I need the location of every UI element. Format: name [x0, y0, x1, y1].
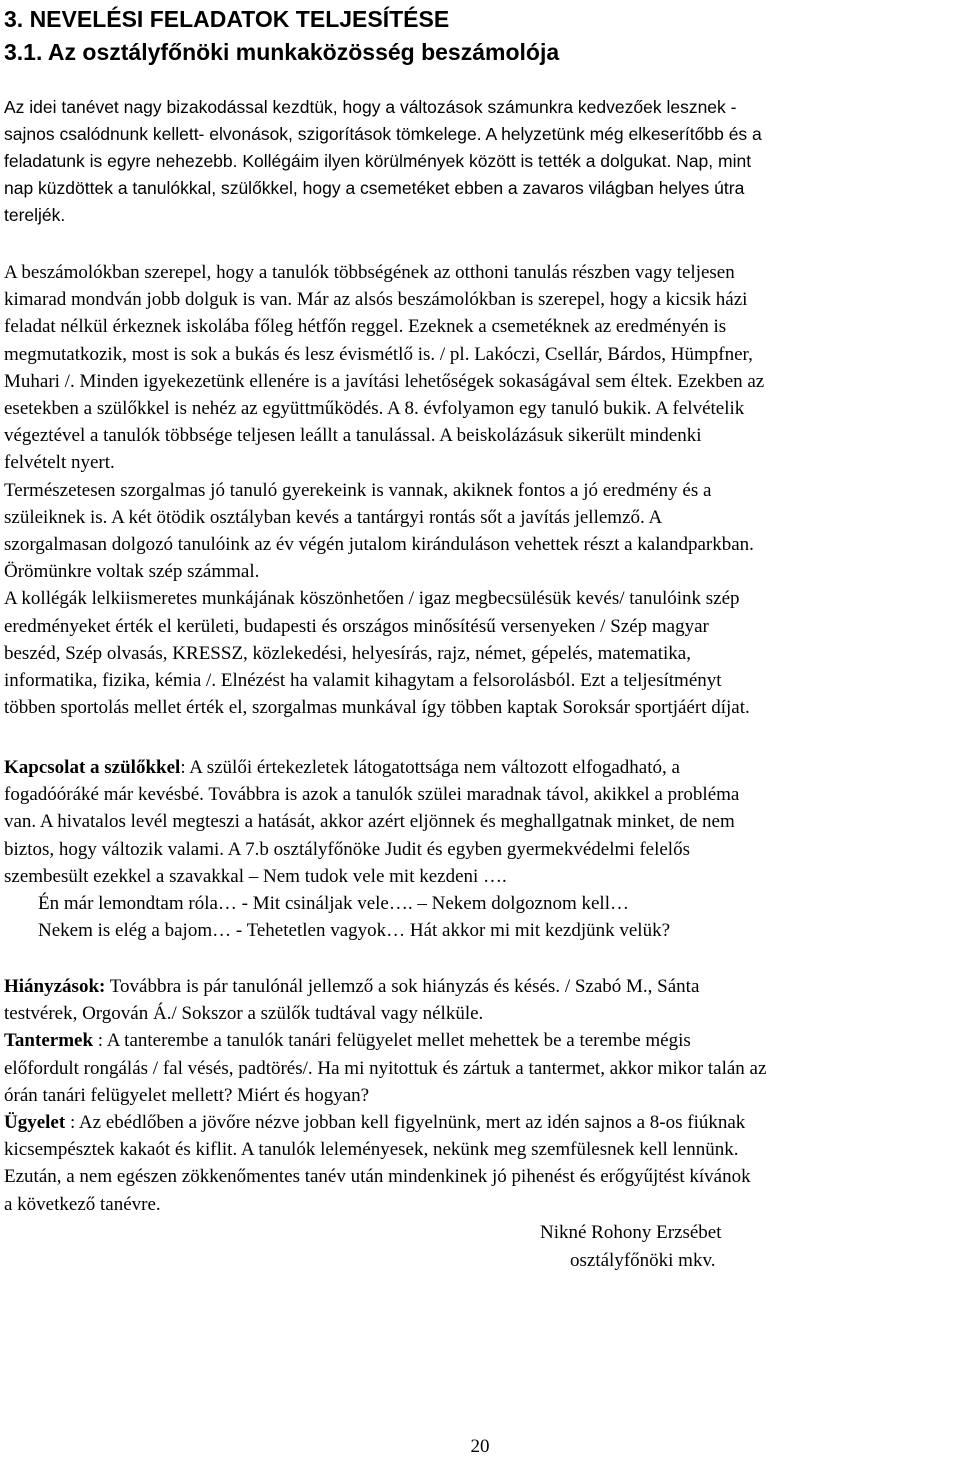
text-line: feladatunk is egyre nehezebb. Kollégáim ilyen körülmények között is tették a dolgukat. Nap, mint	[4, 151, 752, 171]
signature-name: Nikné Rohony Erzsébet	[540, 1222, 722, 1243]
text-line: előfordult rongálás / fal vésés, padtörés/. Ha mi nyitottuk és zártuk a tantermet, akkor mikor talán az	[4, 1057, 767, 1079]
text-line: sajnos csalódnunk kellett- elvonások, szigorítások tömkelege. A helyzetünk még elkeserítőbb és a	[4, 124, 762, 144]
text-line: eredményeket érték el kerületi, budapesti és országos minősítésű versenyeken / Szép magyar	[4, 615, 709, 637]
text-line: feladat nélkül érkeznek iskolába főleg hétfőn reggel. Ezeknek a csemetéknek az eredményén is	[4, 316, 727, 338]
text-line: Az idei tanévet nagy bizakodással kezdtük, hogy a változások számunkra kedvezőek lesznek -	[4, 97, 737, 117]
text-line: Tantermek : A tanterembe a tanulók tanári felügyelet mellet mehettek be a terembe mégis	[4, 1030, 691, 1052]
text-line: kicsempésztek kakaót és kiflit. A tanulók leleményesek, nekünk meg szemfülesnek kell lennünk.	[4, 1139, 739, 1161]
text-line: szüleiknek is. A két ötödik osztályban kevés a tantárgyi rontás sőt a javítás jellemző. A	[4, 506, 663, 528]
text-line: a következő tanévre.	[4, 1193, 161, 1215]
text-line: informatika, fizika, kémia /. Elnézést ha valamit kihagytam a felsorolásból. Ezt a teljesítményt	[4, 670, 722, 692]
quote-line: Nekem is elég a bajom… - Tehetetlen vagyok… Hát akkor mi mit kezdjünk velük?	[38, 920, 671, 942]
text-line: többen sportolás mellet érték el, szorgalmas munkával így többen kaptak Soroksár sportjáért díjat.	[4, 697, 750, 719]
text-line: szorgalmasan dolgozó tanulóink az év végén jutalom kiránduláson vehettek részt a kalandparkban.	[4, 534, 754, 556]
section-label: Ügyelet	[4, 1112, 66, 1134]
text-line: Kapcsolat a szülőkkel: A szülői értekezletek látogatottsága nem változott elfogadható, a	[4, 757, 680, 778]
text-line: fogadóóráké már kevésbé. Továbbra is azok a tanulók szülei maradnak távol, akikkel a probléma	[4, 784, 740, 806]
misc-paragraph	[4, 973, 956, 1218]
text-line: órán tanári felügyelet mellett? Miért és hogyan?	[4, 1084, 370, 1106]
page-number: 20	[470, 1436, 490, 1457]
text-line: felvételt nyert.	[4, 452, 115, 474]
text-line: kimarad mondván jobb dolguk is van. Már az alsós beszámolókban is szerepel, hogy a kicsik házi	[4, 289, 748, 311]
report-paragraph	[4, 259, 956, 721]
text-line: Hiányzások: Továbbra is pár tanulónál jellemző a sok hiányzás és késés. / Szabó M., Sánta	[4, 976, 700, 997]
signature-role: osztályfőnöki mkv.	[570, 1250, 716, 1271]
text-line: A beszámolókban szerepel, hogy a tanulók többségének az otthoni tanulás részben vagy teljesen	[4, 262, 735, 283]
section-label: Hiányzások:	[4, 976, 106, 997]
text-line: beszéd, Szép olvasás, KRESSZ, közlekedési, helyesírás, rajz, német, gépelés, matematika,	[4, 642, 691, 664]
text-line: megmutatkozik, most is sok a bukás és lesz évismétlő is. / pl. Lakóczi, Csellár, Bárdos, Hümpfner,	[4, 343, 753, 365]
text-line: Ezután, a nem egészen zökkenőmentes tanév után mindenkinek jó pihenést és erőgyűjtést kívánok	[4, 1166, 751, 1188]
section-label: Tantermek	[4, 1030, 94, 1052]
text-line: Természetesen szorgalmas jó tanuló gyerekeink is vannak, akiknek fontos a jó eredmény és a	[4, 479, 712, 501]
text-line: végeztével a tanulók többsége teljesen leállt a tanulással. A beiskolázásuk sikerült mindenki	[4, 425, 702, 447]
text-line: van. A hivatalos levél megteszi a hatását, akkor azért eljönnek és meghallgatnak minket, de nem	[4, 811, 735, 833]
section-heading: 3. NEVELÉSI FELADATOK TELJESÍTÉSE	[4, 6, 450, 32]
parents-paragraph	[4, 754, 956, 944]
text-line: Muhari /. Minden igyekezetünk ellenére is a javítási lehetőségek sokaságával sem éltek. Ezekben az	[4, 370, 765, 392]
text-line: testvérek, Orgován Á./ Sokszor a szülők tudtával vagy nélküle.	[4, 1003, 484, 1025]
text-line: nap küzdöttek a tanulókkal, szülőkkel, hogy a csemetéket ebben a zavaros világban helyes útra	[4, 178, 745, 198]
quote-line: Én már lemondtam róla… - Mit csináljak vele…. – Nekem dolgoznom kell…	[38, 893, 629, 915]
text-line: Örömünkre voltak szép számmal.	[4, 561, 260, 583]
intro-paragraph	[4, 94, 956, 229]
text-line: szembesült ezekkel a szavakkal – Nem tudok vele mit kezdeni ….	[4, 865, 507, 887]
text-line: biztos, hogy változik valami. A 7.b osztályfőnöke Judit és egyben gyermekvédelmi felelős	[4, 838, 690, 860]
text-line: A kollégák lelkiismeretes munkájának köszönhetően / igaz megbecsülésük kevés/ tanulóink szép	[4, 588, 740, 610]
text-line: tereljék.	[4, 205, 66, 225]
subsection-heading: 3.1. Az osztályfőnöki munkaközösség beszámolója	[4, 39, 560, 65]
section-label: Kapcsolat a szülőkkel	[4, 757, 181, 778]
text-line: Ügyelet : Az ebédlőben a jövőre nézve jobban kell figyelnünk, mert az idén sajnos a 8-os fiúknak	[4, 1112, 746, 1134]
text-line: esetekben a szülőkkel is nehéz az együttműködés. A 8. évfolyamon egy tanuló bukik. A felvételik	[4, 398, 745, 420]
